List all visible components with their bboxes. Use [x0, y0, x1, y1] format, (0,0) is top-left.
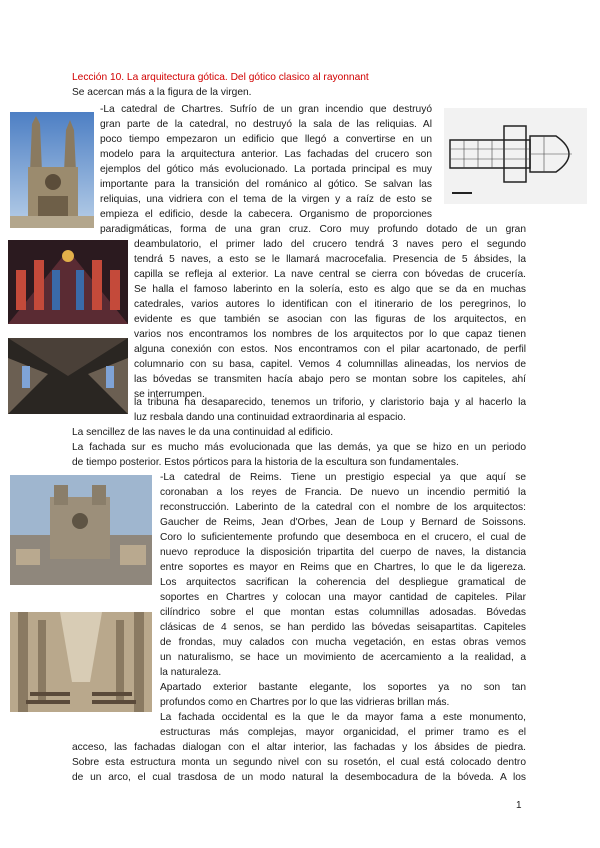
text-line: luz resbala dando una continuidad extraordinaria al espacio.: [134, 412, 406, 423]
text-line: capilla se refleja al exterior. La nave central se cierra con bóvedas de crucería.: [134, 269, 526, 280]
text-line: reliquias, una vidriera con el tema de la virgen y a raíz de esto se: [100, 194, 432, 205]
chartres-floor-plan: [444, 108, 587, 204]
text-line: poco tiempo empezaron un edificio que llegó a convertirse en un: [100, 134, 432, 145]
text-line: coronaban a los reyes de Francia. De nuevo un incendio permitió la: [160, 487, 526, 498]
text-line: varios nos encontramos los nombres de los arquitectos por lo que capaz tienen: [134, 329, 526, 340]
text-line: importante para la transición del románico al gótico. Se salvan las: [100, 179, 432, 190]
text-line: alguna conexión con estos. Nos encontramos con el pilar acartonado, de perfil: [134, 344, 526, 355]
text-line: deambulatorio, el primer lado del crucero tendrá 3 naves pero el segundo: [134, 239, 526, 250]
text-line: la naturaleza.: [160, 667, 222, 678]
text-line: Coro lo suficientemente profundo que desemboca en el crucero, el cual de: [160, 532, 526, 543]
text-line: las bóvedas se transmiten hacía abajo pero se montan sobre los capiteles, ahí: [134, 374, 526, 385]
text-line: columnario con su basa, capitel. Vemos 4 columnillas alineadas, los nervios de: [134, 359, 526, 370]
text-line: acceso, las fachadas dialogan con el altar interior, las fachadas y los ábsides de piedra.: [72, 742, 526, 753]
page-number: 1: [516, 800, 522, 811]
text-line: La sencillez de las naves le da una continuidad al edificio.: [72, 427, 334, 438]
chartres-vault-photo: [8, 240, 128, 324]
text-line: Gaucher de Reims, Jean d'Orbes, Jean de Loup y Bernard de Soissons.: [160, 517, 526, 528]
text-line: evidente es que también se asocian con las figuras de los arquitectos, en: [134, 314, 526, 325]
text-line: de tiempo posterior. Estos pórticos para la historia de la escultura son fundamentales.: [72, 457, 459, 468]
text-line: Los arquitectos sacrifican la coherencia del despliegue gramatical de: [160, 577, 526, 588]
text-line: estructuras más complejas, mayor organicidad, el primer tramo es el: [160, 727, 526, 738]
text-line: de un arco, el cual trasdosa de un modo natural la desembocadura de la bóveda. A los: [72, 772, 526, 783]
text-line: empieza el edificio, desde la cabecera. Organismo de proporciones: [100, 209, 432, 220]
text-line: La fachada sur es mucho más evolucionada que las demás, ya que se hizo en un periodo: [72, 442, 526, 453]
text-line: reconstrucción. Laberinto de la catedral con el nombre de los arquitectos:: [160, 502, 526, 513]
text-line: gran parte de la catedral, no destruyó la sala de las reliquias. Al: [100, 119, 432, 130]
text-line: clásicas de 4 senos, se han perdido las bóvedas seisapartitas. Capiteles: [160, 622, 526, 633]
chartres-nave-photo: [8, 338, 128, 414]
text-line: Se halla el famoso laberinto en la solería, esto es algo que se da en muchas: [134, 284, 526, 295]
text-line: catedrales, varios autores lo identifican con el itinerario de los peregrinos, lo: [134, 299, 526, 310]
text-line: un naturalismo, se hace un movimiento de acercamiento a la realidad, a: [160, 652, 526, 663]
text-line: Apartado exterior bastante elegante, los soportes ya no son tan: [160, 682, 526, 693]
text-line: ejemplos del gótico más evolucionado. La portada principal es muy: [100, 164, 432, 175]
text-line: tendrá 5 naves, a esto se le llamará macrocefalia. Presencia de 5 ábsides, la: [134, 254, 526, 265]
text-line: se interrumpen.: [134, 389, 205, 400]
text-line: nuevo reproduce la disposición tripartita del cuerpo de naves, la distancia: [160, 547, 526, 558]
text-line: Sobre esta estructura monta un segundo nivel con su rosetón, el cual está colocado dentro: [72, 757, 526, 768]
text-line: -La catedral de Reims. Tiene un prestigio especial ya que aquí se: [160, 472, 526, 483]
text-line: la tribuna ha desaparecido, tenemos un triforio, y claristorio baja y al hacerlo la: [134, 397, 526, 408]
text-line: profundos como en Chartres por lo que las vidrieras brillan más.: [160, 697, 450, 708]
text-line: paradigmáticas, forma de una gran cruz. Coro muy profundo dotado de un gran: [100, 224, 526, 235]
text-line: cilíndrico sobre el que montan estas columnillas adosadas. Bóvedas: [160, 607, 526, 618]
text-line: soportes en Chartres y colocan una mayor cantidad de capiteles. Pilar: [160, 592, 526, 603]
text-line: La fachada occidental es la que le da mayor fama a este monumento,: [160, 712, 526, 723]
lesson-title: Lección 10. La arquitectura gótica. Del gótico clasico al rayonnant: [72, 72, 369, 83]
text-line: modelo para la arquitectura anterior. Las fachadas del crucero son: [100, 149, 432, 160]
text-line: de frondas, muy calados con mucha vegetación, en estas obras vemos: [160, 637, 526, 648]
reims-exterior-photo: [10, 475, 152, 585]
reims-nave-photo: [10, 612, 152, 712]
text-line: Se acercan más a la figura de la virgen.: [72, 87, 252, 98]
text-line: -La catedral de Chartres. Sufrío de un gran incendio que destruyó: [100, 104, 432, 115]
text-line: entre soportes es mayor en Reims que en Chartres, lo que le da ligereza.: [160, 562, 526, 573]
chartres-facade-photo: [10, 112, 94, 228]
